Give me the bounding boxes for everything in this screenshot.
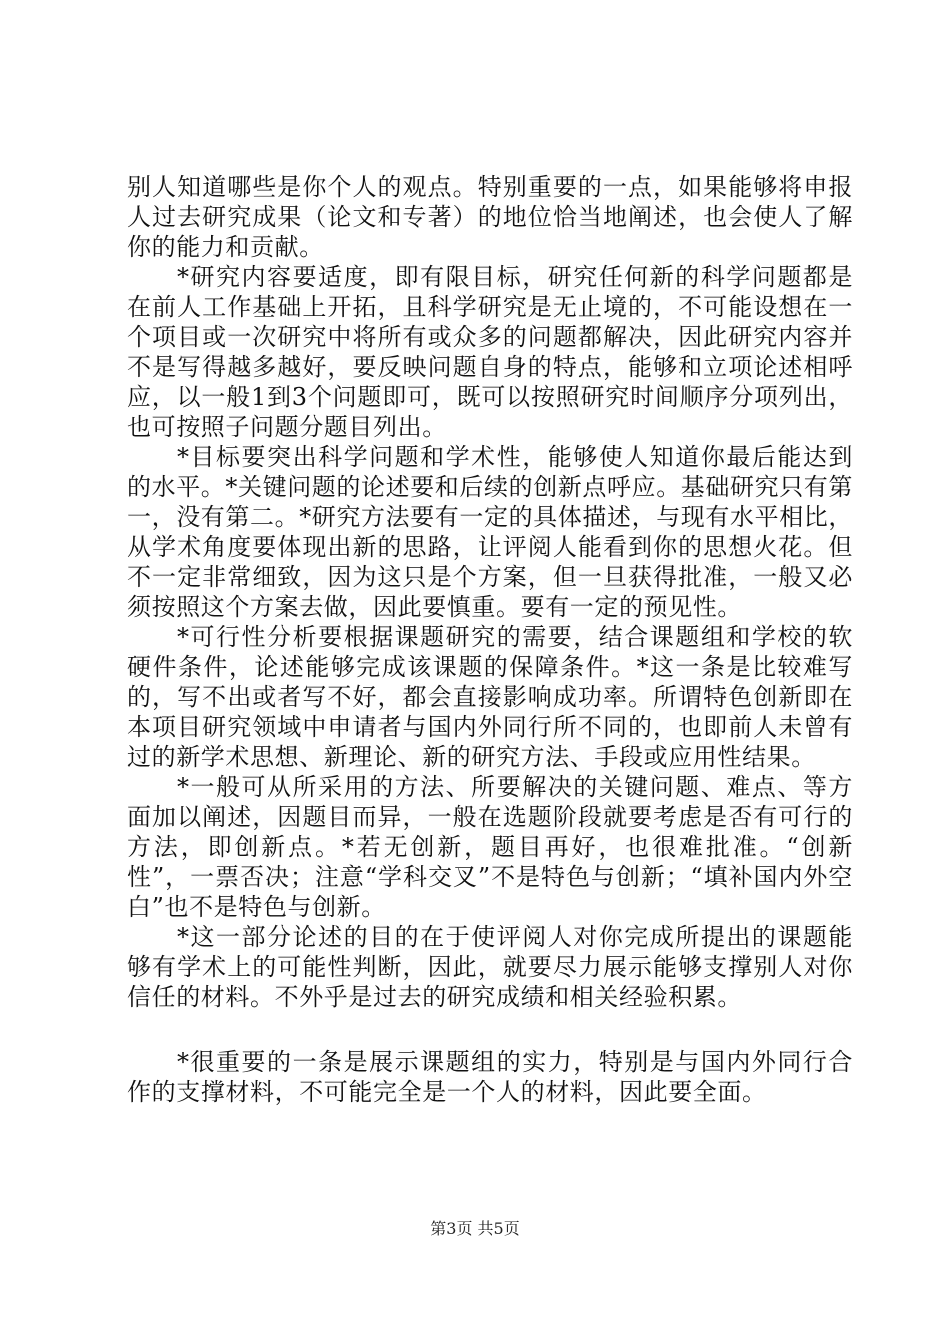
paragraph-research-content: *研究内容要适度，即有限目标，研究任何新的科学问题都是在前人工作基础上开拓，且科学研究是无止境的，不可能设想在一个项目或一次研究中将所有或众多的问题都解决，因此研究内容并不是写得越多越好，要反映问题自身的特点，能够和立项论述相呼应，以一般1到3个问题即可，既可以按照研究时间顺序分项列出，也可按照子问题分题目列出。	[127, 263, 853, 441]
paragraph-continuation: 别人知道哪些是你个人的观点。特别重要的一点，如果能够将申报人过去研究成果（论文和专著）的地位恰当地阐述，也会使人了解你的能力和贡献。	[127, 173, 853, 261]
paragraph-innovation: *一般可从所采用的方法、所要解决的关键问题、难点、等方面加以阐述，因题目而异，一般在选题阶段就要考虑是否有可行的方法，即创新点。*若无创新，题目再好，也很难批准。“创新性”，一票否决；注意“学科交叉”不是特色与创新；“填补国内外空白”也不是特色与创新。	[127, 773, 853, 921]
paragraph-team-strength: *很重要的一条是展示课题组的实力，特别是与国内外同行合作的支撑材料，不可能完全是一个人的材料，因此要全面。	[127, 1048, 853, 1106]
document-body	[127, 172, 853, 1107]
paragraph-feasibility: *可行性分析要根据课题研究的需要，结合课题组和学校的软硬件条件，论述能够完成该课题的保障条件。*这一条是比较难写的，写不出或者写不好，都会直接影响成功率。所谓特色创新即在本项目研究领域中申请者与国内外同行所不同的，也即前人未曾有过的新学术思想、新理论、新的研究方法、手段或应用性结果。	[127, 623, 853, 771]
page-footer: 第3页 共5页	[430, 1219, 520, 1238]
paragraph-research-goals: *目标要突出科学问题和学术性，能够使人知道你最后能达到的水平。*关键问题的论述要和后续的创新点呼应。基础研究只有第一，没有第二。*研究方法要有一定的具体描述，与现有水平相比，从学术角度要体现出新的思路，让评阅人能看到你的思想火花。但不一定非常细致，因为这只是个方案，但一旦获得批准，一般又必须按照这个方案去做，因此要慎重。要有一定的预见性。	[127, 443, 853, 621]
paragraph-evaluation: *这一部分论述的目的在于使评阅人对你完成所提出的课题能够有学术上的可能性判断，因此，就要尽力展示能够支撑别人对你信任的材料。不外乎是过去的研究成绩和相关经验积累。	[127, 923, 853, 1011]
